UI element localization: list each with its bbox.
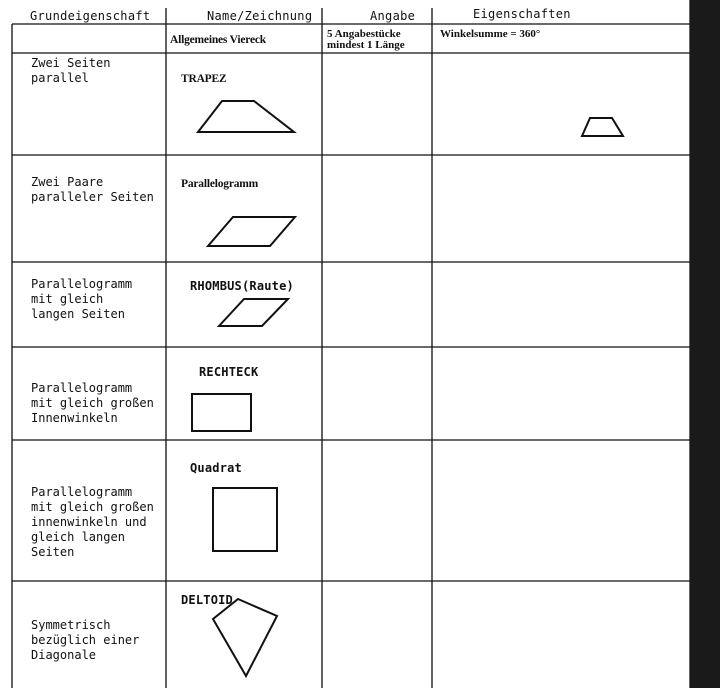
name-trapez: TRAPEZ (181, 73, 227, 85)
property-parallelogramm: Zwei Paare paralleler Seiten (31, 175, 154, 204)
name-deltoid: DELTOID (181, 593, 233, 607)
scan-edge (690, 0, 720, 688)
rectangle-icon (190, 392, 254, 434)
header-name-zeichnung: Name/Zeichnung (207, 9, 313, 23)
name-quadrat: Quadrat (190, 461, 242, 475)
name-parallelogramm: Parallelogramm (181, 178, 259, 190)
header-eigenschaften: Eigenschaften (473, 7, 571, 21)
rhombus-icon (214, 294, 294, 330)
name-rhombus: RHOMBUS(Raute) (190, 279, 294, 293)
property-rhombus: Parallelogramm mit gleich langen Seiten (31, 277, 133, 321)
general-angabe: 5 Angabestücke mindest 1 Länge (327, 28, 405, 51)
kite-icon (208, 595, 284, 681)
property-deltoid: Symmetrisch bezüglich einer Diagonale (31, 618, 140, 662)
parallelogram-icon (203, 212, 303, 252)
name-rechteck: RECHTECK (199, 365, 259, 379)
property-trapez: Zwei Seiten parallel (31, 56, 111, 85)
header-grundeigenschaft: Grundeigenschaft (30, 9, 151, 23)
square-icon (210, 485, 280, 555)
property-quadrat: Parallelogramm mit gleich großen innenwinkeln und gleich langen Seiten (31, 485, 154, 559)
small-trapezoid-icon (578, 114, 628, 140)
general-eigenschaften: Winkelsumme = 360° (440, 28, 541, 40)
trapezoid-icon (190, 95, 300, 137)
header-angabe: Angabe (370, 9, 416, 23)
general-name: Allgemeines Viereck (170, 34, 266, 46)
property-rechteck: Parallelogramm mit gleich großen Innenwinkeln (31, 381, 154, 425)
